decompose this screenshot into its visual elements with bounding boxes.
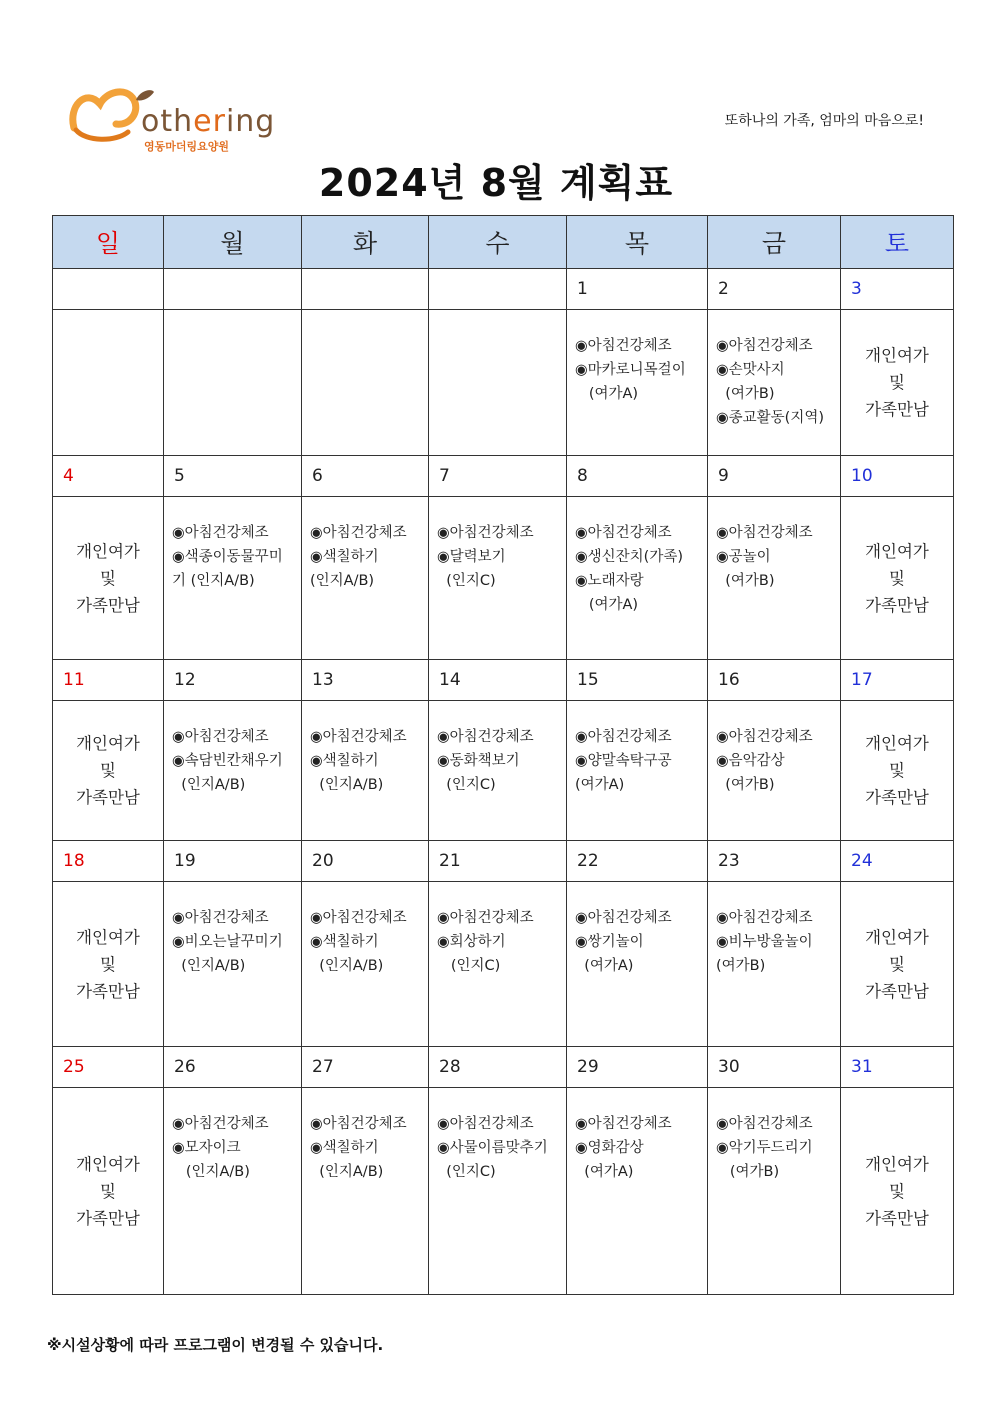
activity-line: ◉색칠하기	[310, 934, 379, 950]
rest-line: 가족만남	[76, 981, 140, 1001]
logo-subtitle: 영동마더링요양원	[144, 140, 230, 153]
activity-line: (인지C)	[437, 573, 496, 589]
rest-line: 개인여가	[865, 346, 929, 365]
activity-line: ◉모자이크	[172, 1140, 241, 1156]
rest-line: 가족만남	[76, 595, 140, 615]
date-cell: 24	[841, 841, 954, 882]
activity-line: ◉색칠하기	[310, 549, 379, 565]
rest-line: 개인여가	[865, 734, 929, 753]
rest-day-cell	[841, 497, 954, 660]
date-cell: 31	[841, 1047, 954, 1088]
date-cell: 27	[302, 1047, 429, 1088]
rest-line: 개인여가	[76, 1154, 140, 1174]
weekday-header-row	[53, 216, 954, 269]
activity-cell	[164, 497, 302, 660]
rest-line: 개인여가	[865, 1154, 929, 1174]
date-cell: 5	[164, 456, 302, 497]
activity-line: ◉달력보기	[437, 549, 506, 565]
activity-line: ◉색종이동물꾸미	[172, 549, 283, 565]
activity-cell	[302, 497, 429, 660]
activity-line: (인지A/B)	[310, 1164, 384, 1180]
rest-line: 및	[889, 1181, 905, 1201]
activity-cell	[302, 701, 429, 841]
activity-line: ◉아침건강체조	[310, 1116, 407, 1132]
activity-cell	[567, 310, 708, 456]
activity-line: (여가B)	[716, 386, 775, 402]
date-cell: 13	[302, 660, 429, 701]
activity-cell	[429, 882, 567, 1047]
activity-line: ◉아침건강체조	[716, 1116, 813, 1132]
rest-day-cell	[53, 1088, 164, 1295]
activity-line: (인지A/B)	[310, 958, 384, 974]
date-cell: 3	[841, 269, 954, 310]
date-cell: 2	[708, 269, 841, 310]
activity-line: (여가A)	[575, 958, 634, 974]
rest-line: 및	[100, 761, 116, 780]
activity-line: (인지A/B)	[172, 777, 246, 793]
activity-cell	[164, 882, 302, 1047]
date-cell: 17	[841, 660, 954, 701]
date-cell: 11	[53, 660, 164, 701]
activity-line: ◉비오는날꾸미기	[172, 934, 283, 950]
date-row	[53, 841, 954, 882]
date-cell: 7	[429, 456, 567, 497]
rest-line: 개인여가	[865, 541, 929, 561]
activity-line: ◉아침건강체조	[437, 1116, 534, 1132]
activity-cell	[302, 310, 429, 456]
activity-line: ◉아침건강체조	[437, 910, 534, 926]
activity-line: ◉사물이름맞추기	[437, 1140, 548, 1156]
activity-cell	[164, 1088, 302, 1295]
activity-cell	[302, 1088, 429, 1295]
date-cell: 28	[429, 1047, 567, 1088]
date-cell: 29	[567, 1047, 708, 1088]
activity-line: (인지C)	[437, 958, 501, 974]
activity-line: (여가A)	[575, 386, 639, 402]
date-cell: 6	[302, 456, 429, 497]
date-row	[53, 456, 954, 497]
activity-cell	[567, 701, 708, 841]
activity-cell	[708, 310, 841, 456]
rest-line: 및	[100, 954, 116, 974]
rest-line: 가족만남	[865, 981, 929, 1001]
date-cell	[53, 269, 164, 310]
activity-line: ◉영화감상	[575, 1140, 644, 1156]
weekday-header: 일	[53, 216, 164, 269]
activity-line: ◉공놀이	[716, 549, 771, 565]
date-cell: 10	[841, 456, 954, 497]
activity-cell	[567, 1088, 708, 1295]
activity-line: ◉색칠하기	[310, 753, 379, 769]
date-cell: 18	[53, 841, 164, 882]
weekday-header: 월	[164, 216, 302, 269]
activity-cell	[429, 310, 567, 456]
activity-line: (여가A)	[575, 777, 625, 793]
activity-line: (여가B)	[716, 1164, 780, 1180]
activity-line: ◉아침건강체조	[716, 525, 813, 541]
activity-line: ◉아침건강체조	[575, 1116, 672, 1132]
activity-cell	[567, 497, 708, 660]
rest-line: 및	[100, 1181, 116, 1201]
activity-line: ◉아침건강체조	[575, 910, 672, 926]
rest-line: 및	[889, 954, 905, 974]
date-cell: 20	[302, 841, 429, 882]
activity-row	[53, 497, 954, 660]
rest-day-cell	[841, 882, 954, 1047]
activity-row	[53, 1088, 954, 1295]
activity-line: ◉아침건강체조	[172, 729, 269, 745]
activity-cell	[708, 1088, 841, 1295]
date-cell: 14	[429, 660, 567, 701]
activity-line: ◉아침건강체조	[310, 729, 407, 745]
activity-line: ◉아침건강체조	[575, 525, 672, 541]
tagline: 또하나의 가족, 엄마의 마음으로!	[724, 113, 924, 129]
activity-line: (인지A/B)	[310, 573, 375, 589]
activity-cell	[708, 701, 841, 841]
rest-day-cell	[53, 882, 164, 1047]
activity-line: (인지C)	[437, 777, 496, 793]
activity-line: ◉아침건강체조	[172, 1116, 269, 1132]
rest-line: 및	[100, 568, 116, 588]
footer-note: ※시설상황에 따라 프로그램이 변경될 수 있습니다.	[47, 1336, 384, 1354]
date-cell: 23	[708, 841, 841, 882]
rest-day-cell	[841, 701, 954, 841]
activity-line: ◉아침건강체조	[716, 729, 813, 745]
date-cell: 30	[708, 1047, 841, 1088]
activity-cell	[429, 1088, 567, 1295]
activity-line: ◉색칠하기	[310, 1140, 379, 1156]
activity-line: 기 (인지A/B)	[172, 573, 255, 589]
activity-line: ◉아침건강체조	[437, 525, 534, 541]
weekday-header: 수	[429, 216, 567, 269]
activity-line: ◉손맛사지	[716, 362, 785, 378]
rest-line: 가족만남	[865, 595, 929, 615]
rest-line: 및	[889, 568, 905, 588]
activity-cell	[302, 882, 429, 1047]
activity-line: (여가B)	[716, 958, 766, 974]
activity-cell	[567, 882, 708, 1047]
activity-line: ◉생신잔치(가족)	[575, 549, 684, 565]
activity-line: ◉속담빈칸채우기	[172, 753, 283, 769]
rest-line: 및	[889, 761, 905, 780]
activity-cell	[429, 701, 567, 841]
date-cell: 21	[429, 841, 567, 882]
date-cell: 8	[567, 456, 708, 497]
logo	[66, 86, 286, 152]
activity-line: (여가B)	[716, 777, 775, 793]
activity-line: ◉악기두드리기	[716, 1140, 813, 1156]
activity-line: ◉쌍기놀이	[575, 934, 644, 950]
activity-cell	[708, 497, 841, 660]
activity-line: ◉아침건강체조	[437, 729, 534, 745]
activity-line: ◉비누방울놀이	[716, 934, 813, 950]
activity-cell	[164, 310, 302, 456]
activity-line: ◉회상하기	[437, 934, 506, 950]
date-row	[53, 1047, 954, 1088]
rest-line: 개인여가	[76, 927, 140, 947]
activity-line: (여가B)	[716, 573, 775, 589]
date-cell	[164, 269, 302, 310]
date-cell: 19	[164, 841, 302, 882]
activity-cell	[708, 882, 841, 1047]
activity-row	[53, 882, 954, 1047]
activity-line: ◉양말속탁구공	[575, 753, 672, 769]
activity-line: ◉아침건강체조	[310, 910, 407, 926]
rest-day-cell	[841, 1088, 954, 1295]
activity-line: ◉아침건강체조	[716, 338, 813, 354]
rest-line: 및	[889, 373, 905, 392]
activity-line: ◉아침건강체조	[172, 525, 269, 541]
logo-wordmark: othering	[141, 104, 276, 139]
date-cell: 25	[53, 1047, 164, 1088]
date-row	[53, 660, 954, 701]
activity-line: ◉아침건강체조	[575, 729, 672, 745]
date-cell: 16	[708, 660, 841, 701]
activity-line: ◉마카로니목걸이	[575, 362, 686, 378]
calendar-table	[52, 215, 954, 1295]
date-cell: 1	[567, 269, 708, 310]
rest-line: 개인여가	[76, 541, 140, 561]
activity-line: (여가A)	[575, 1164, 634, 1180]
rest-line: 개인여가	[76, 734, 140, 753]
weekday-header: 토	[841, 216, 954, 269]
activity-line: ◉아침건강체조	[310, 525, 407, 541]
activity-cell	[429, 497, 567, 660]
date-row	[53, 269, 954, 310]
activity-line: ◉아침건강체조	[172, 910, 269, 926]
activity-cell	[164, 701, 302, 841]
weekday-header: 목	[567, 216, 708, 269]
activity-line: ◉아침건강체조	[716, 910, 813, 926]
activity-line: ◉종교활동(지역)	[716, 410, 825, 426]
activity-line: ◉음악감상	[716, 753, 785, 769]
date-cell: 9	[708, 456, 841, 497]
activity-cell	[53, 310, 164, 456]
date-cell: 15	[567, 660, 708, 701]
activity-line: (여가A)	[575, 597, 639, 613]
activity-line: (인지A/B)	[172, 1164, 250, 1180]
rest-line: 가족만남	[76, 1208, 140, 1228]
date-cell	[429, 269, 567, 310]
date-cell: 22	[567, 841, 708, 882]
rest-line: 개인여가	[865, 927, 929, 947]
rest-line: 가족만남	[76, 788, 140, 807]
rest-line: 가족만남	[865, 788, 929, 807]
activity-row	[53, 701, 954, 841]
date-cell: 4	[53, 456, 164, 497]
date-cell	[302, 269, 429, 310]
activity-line: (인지A/B)	[310, 777, 384, 793]
rest-line: 가족만남	[865, 400, 929, 419]
rest-day-cell	[53, 497, 164, 660]
rest-line: 가족만남	[865, 1208, 929, 1228]
activity-line: ◉노래자랑	[575, 573, 644, 589]
activity-line: (인지C)	[437, 1164, 496, 1180]
weekday-header: 금	[708, 216, 841, 269]
activity-line: ◉아침건강체조	[575, 338, 672, 354]
activity-row	[53, 310, 954, 456]
activity-line: ◉동화책보기	[437, 753, 520, 769]
date-cell: 26	[164, 1047, 302, 1088]
weekday-header: 화	[302, 216, 429, 269]
activity-line: (인지A/B)	[172, 958, 246, 974]
page-title: 2024년 8월 계획표	[318, 161, 674, 205]
date-cell: 12	[164, 660, 302, 701]
rest-day-cell	[841, 310, 954, 456]
rest-day-cell	[53, 701, 164, 841]
